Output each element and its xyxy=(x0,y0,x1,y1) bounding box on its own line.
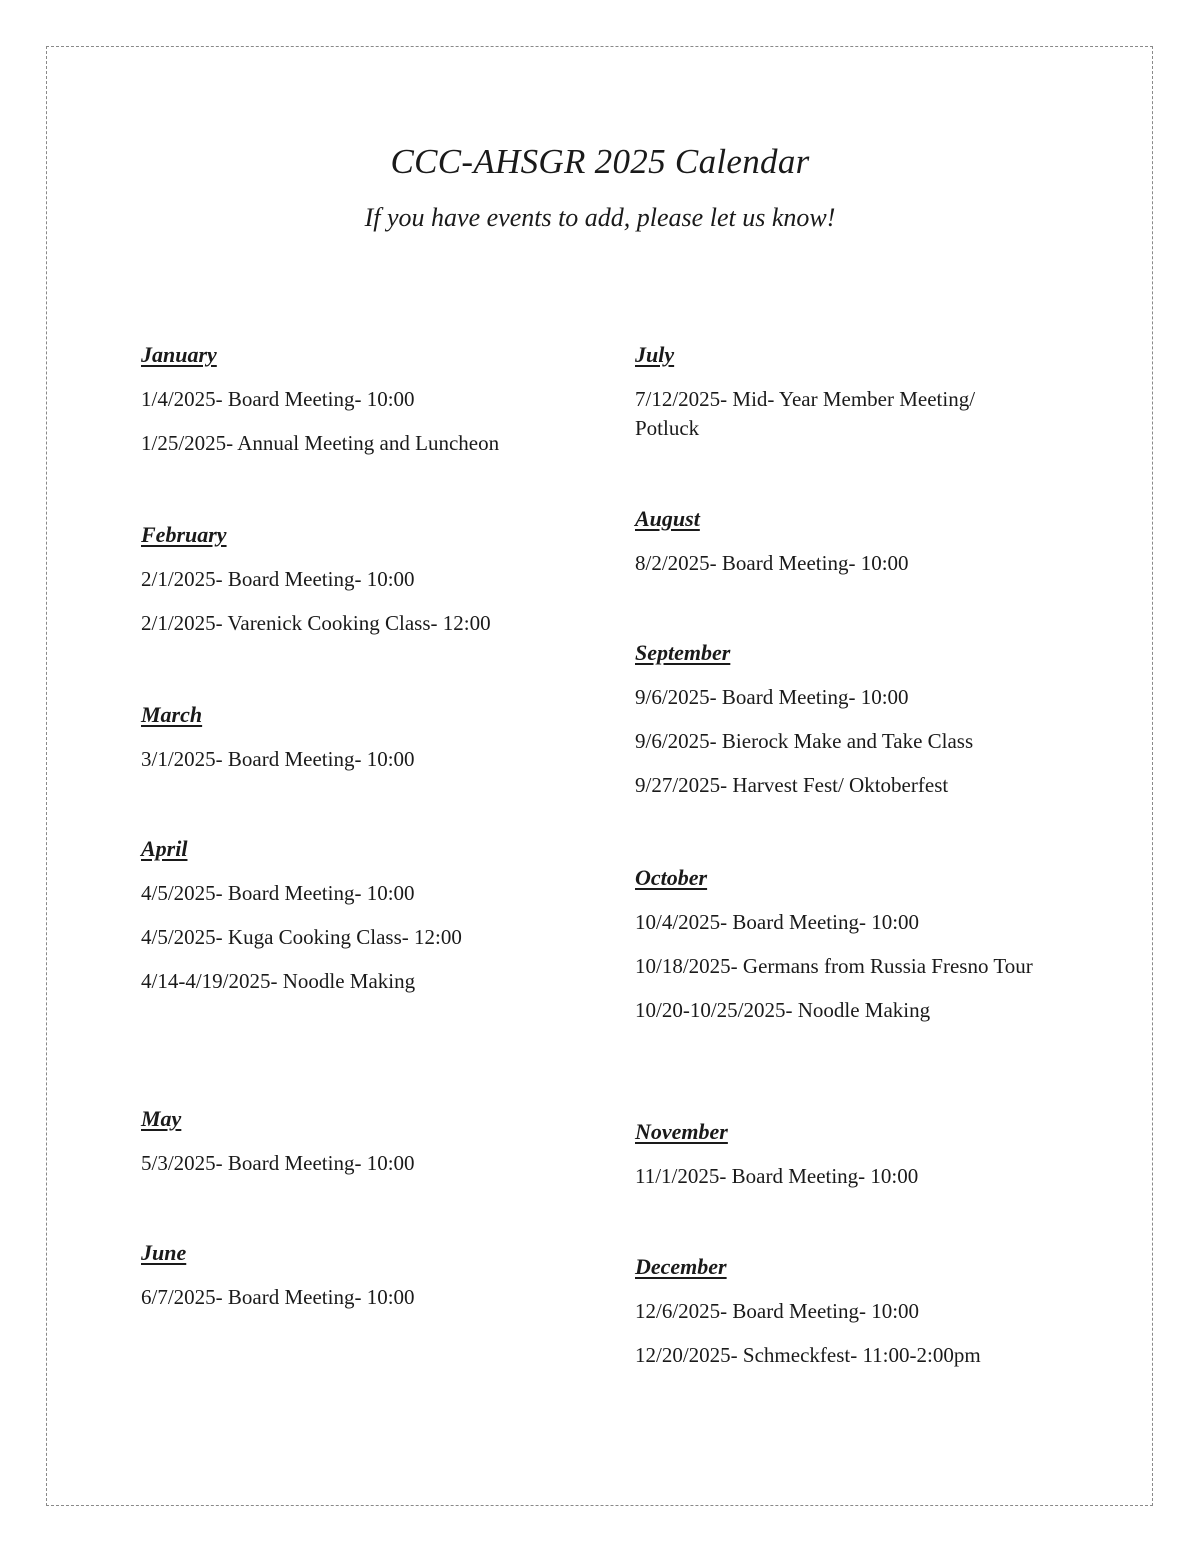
month-heading: October xyxy=(635,865,708,890)
month-heading: February xyxy=(141,522,227,547)
event-list xyxy=(635,908,1075,1025)
month-section-april xyxy=(141,834,581,996)
event-list xyxy=(141,1283,581,1312)
event-item: 4/5/2025- Kuga Cooking Class- 12:00 xyxy=(141,925,462,949)
event-list xyxy=(141,565,581,638)
event-item: 12/20/2025- Schmeckfest- 11:00-2:00pm xyxy=(635,1343,981,1367)
event-list xyxy=(635,549,1075,578)
event-list xyxy=(635,1297,1075,1370)
event-item: 4/5/2025- Board Meeting- 10:00 xyxy=(141,881,415,905)
event-item: 9/6/2025- Board Meeting- 10:00 xyxy=(635,685,909,709)
month-section-october xyxy=(635,863,1075,1025)
event-item: 2/1/2025- Board Meeting- 10:00 xyxy=(141,567,415,591)
event-item: 10/20-10/25/2025- Noodle Making xyxy=(635,998,931,1022)
month-heading: April xyxy=(141,836,188,861)
event-item: 1/25/2025- Annual Meeting and Luncheon xyxy=(141,431,500,455)
event-item: 7/12/2025- Mid- Year Member Meeting/ Potluck xyxy=(635,387,976,440)
event-item: 4/14-4/19/2025- Noodle Making xyxy=(141,969,416,993)
month-heading: May xyxy=(141,1106,182,1131)
event-list xyxy=(141,745,581,774)
month-section-february xyxy=(141,520,581,638)
event-item: 11/1/2025- Board Meeting- 10:00 xyxy=(635,1164,919,1188)
month-section-december xyxy=(635,1252,1075,1370)
event-item: 10/18/2025- Germans from Russia Fresno Tour xyxy=(635,954,1033,978)
month-heading: September xyxy=(635,640,731,665)
event-item: 3/1/2025- Board Meeting- 10:00 xyxy=(141,747,415,771)
month-section-march xyxy=(141,700,581,774)
event-list xyxy=(635,1162,1075,1191)
month-section-november xyxy=(635,1117,1075,1191)
event-list xyxy=(141,1149,581,1178)
event-item: 8/2/2025- Board Meeting- 10:00 xyxy=(635,551,909,575)
month-section-july xyxy=(635,340,1075,443)
month-section-june xyxy=(141,1238,581,1312)
month-section-may xyxy=(141,1104,581,1178)
event-item: 1/4/2025- Board Meeting- 10:00 xyxy=(141,387,415,411)
month-section-august xyxy=(635,504,1075,578)
event-item: 5/3/2025- Board Meeting- 10:00 xyxy=(141,1151,415,1175)
month-heading: December xyxy=(635,1254,727,1279)
page-title: CCC-AHSGR 2025 Calendar xyxy=(390,142,810,181)
month-section-september xyxy=(635,638,1075,800)
page-subtitle: If you have events to add, please let us know! xyxy=(364,203,836,232)
month-heading: August xyxy=(635,506,700,531)
event-list xyxy=(141,385,581,458)
event-item: 10/4/2025- Board Meeting- 10:00 xyxy=(635,910,920,934)
event-list xyxy=(635,683,1075,800)
event-item: 12/6/2025- Board Meeting- 10:00 xyxy=(635,1299,920,1323)
month-section-january xyxy=(141,340,581,458)
event-item: 9/6/2025- Bierock Make and Take Class xyxy=(635,729,974,753)
event-item: 6/7/2025- Board Meeting- 10:00 xyxy=(141,1285,415,1309)
month-heading: November xyxy=(635,1119,728,1144)
month-heading: June xyxy=(141,1240,187,1265)
month-heading: July xyxy=(635,342,675,367)
month-heading: January xyxy=(141,342,217,367)
event-item: 9/27/2025- Harvest Fest/ Oktoberfest xyxy=(635,773,949,797)
event-list xyxy=(141,879,581,996)
event-item: 2/1/2025- Varenick Cooking Class- 12:00 xyxy=(141,611,491,635)
event-list xyxy=(635,385,1075,443)
month-heading: March xyxy=(141,702,203,727)
